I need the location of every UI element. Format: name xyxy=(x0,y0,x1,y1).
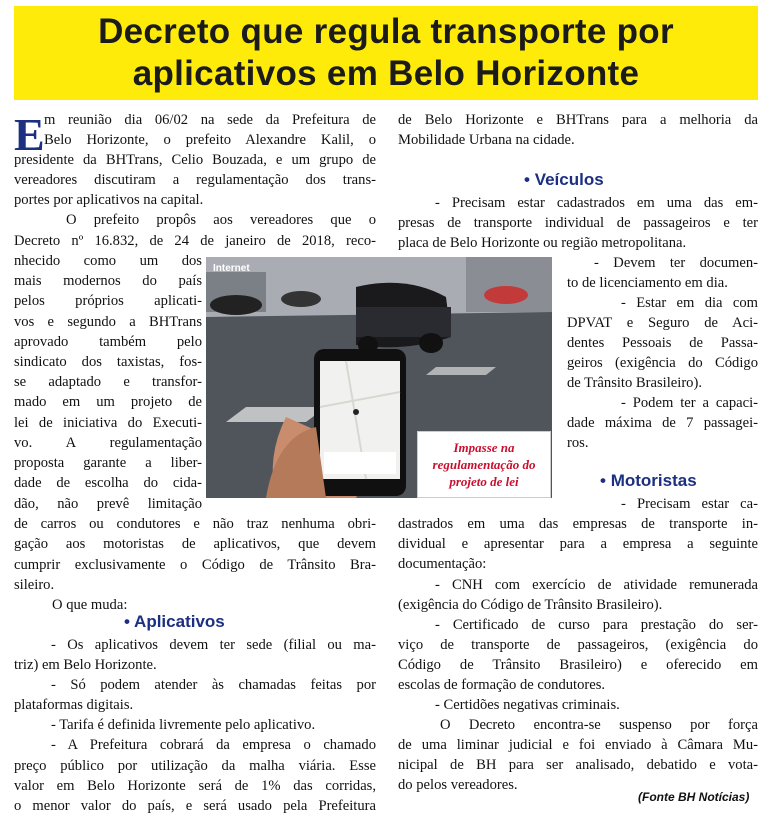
bullet-icon: • xyxy=(124,612,130,631)
body-line: - Os aplicativos devem ter sede (filial ou ma- xyxy=(51,637,376,653)
body-line: - Tarifa é definida livremente pelo aplicativo. xyxy=(51,717,316,733)
body-line: O Decreto encontra-se suspenso por força xyxy=(440,717,758,733)
photo-caption: Impasse na regulamentação do projeto de lei xyxy=(417,431,551,498)
body-line: viço de transporte de passageiros, (exigência do xyxy=(398,637,758,653)
body-line: proposta garante a liber- xyxy=(14,455,202,471)
body-line: dade de escolha do cida- xyxy=(14,475,202,491)
body-line: dentes Pessoais de Passa- xyxy=(567,335,758,351)
body-line: do pelos vereadores. xyxy=(398,777,518,793)
section-heading-aplicativos: • Aplicativos xyxy=(124,612,225,631)
body-line: DPVAT e Seguro de Aci- xyxy=(567,315,758,331)
photo-credit: Internet xyxy=(213,263,250,274)
body-line: Belo Horizonte, o prefeito Alexandre Kalil, o xyxy=(44,132,376,148)
body-line: geiros (exigência do Código xyxy=(567,355,758,371)
body-line: dão, não prevê limitação xyxy=(14,496,202,512)
body-line: O prefeito propôs aos vereadores que o xyxy=(66,212,376,228)
body-line: Decreto nº 16.832, de 24 de janeiro de 2018, reco- xyxy=(14,233,376,249)
body-line: preço público por utilização da malha viária. Esse xyxy=(14,758,376,774)
body-line: - A Prefeitura cobrará da empresa o chamado xyxy=(51,737,376,753)
body-line: nicipal de BH para ser analisado, debatido e vota- xyxy=(398,757,758,773)
body-line: triz) em Belo Horizonte. xyxy=(14,657,157,673)
body-line: - CNH com exercício de atividade remunerada xyxy=(435,577,758,593)
headline-banner xyxy=(14,6,758,100)
body-line: Código de Trânsito Brasileiro) e oferecido em xyxy=(398,657,758,673)
body-line: dividual e apresentar para a empresa a seguinte xyxy=(398,536,758,552)
body-line: aprovado também pelo xyxy=(14,334,202,350)
body-line: de Trânsito Brasileiro). xyxy=(567,375,702,391)
body-line: escolas de formação de condutores. xyxy=(398,677,606,693)
body-line: - Precisam estar cadastrados em uma das em- xyxy=(435,195,758,211)
body-line: Mobilidade Urbana na cidade. xyxy=(398,132,575,148)
body-line: nhecido como um dos xyxy=(14,253,202,269)
body-line: se adaptado e transfor- xyxy=(14,374,202,390)
body-line: - Certidões negativas criminais. xyxy=(435,697,620,713)
headline-line-2: aplicativos em Belo Horizonte xyxy=(132,54,640,93)
body-line: portes por aplicativos na capital. xyxy=(14,192,204,208)
body-line: presas de transporte individual de passageiros e ter xyxy=(398,215,758,231)
body-line: placa de Belo Horizonte ou região metropolitana. xyxy=(398,235,687,251)
body-line: - Precisam estar ca- xyxy=(621,496,758,512)
body-line: vereadores discutiram a regulamentação dos trans- xyxy=(14,172,376,188)
body-line: vo. A regulamentação xyxy=(14,435,202,451)
body-line: de Belo Horizonte e BHTrans para a melhoria da xyxy=(398,112,758,128)
body-line: (exigência do Código de Trânsito Brasileiro). xyxy=(398,597,663,613)
body-line: de carros ou condutores e não traz nenhuma obri- xyxy=(14,516,376,532)
bullet-icon: • xyxy=(600,471,606,490)
body-line: ros. xyxy=(567,435,589,451)
body-line: documentação: xyxy=(398,556,487,572)
body-line: dade máxima de 7 passagei- xyxy=(567,415,758,431)
body-line: dastrados em uma das empresas de transporte in- xyxy=(398,516,758,532)
body-line: pelos próprios aplicati- xyxy=(14,293,202,309)
section-heading-veiculos: • Veículos xyxy=(524,170,604,189)
body-line: - Certificado de curso para prestação do ser- xyxy=(435,617,758,633)
bullet-icon: • xyxy=(524,170,530,189)
body-line: lei de iniciativa do Executi- xyxy=(14,415,202,431)
headline-line-1: Decreto que regula transporte por xyxy=(98,12,674,51)
body-line: mais modernos do país xyxy=(14,273,202,289)
body-line: O que muda: xyxy=(52,597,128,613)
body-line: o menor valor do país, e será usado pela Prefeitura xyxy=(14,798,376,814)
body-line: valor em Belo Horizonte será de 1% das corridas, xyxy=(14,778,376,794)
body-line: de uma liminar judicial e foi enviado à Câmara Mu- xyxy=(398,737,758,753)
source-credit: (Fonte BH Notícias) xyxy=(638,790,750,804)
body-line: plataformas digitais. xyxy=(14,697,134,713)
body-line: - Devem ter documen- xyxy=(594,255,758,271)
body-line: - Podem ter a capaci- xyxy=(621,395,758,411)
body-line: - Só podem atender às chamadas feitas por xyxy=(51,677,376,693)
body-line: sindicato dos taxistas, fos- xyxy=(14,354,202,370)
body-line: - Estar em dia com xyxy=(621,295,758,311)
body-line: to de licenciamento em dia. xyxy=(567,275,728,291)
body-line: m reunião dia 06/02 na sede da Prefeitura de xyxy=(44,112,376,128)
body-line: sileiro. xyxy=(14,577,55,593)
drop-cap: E xyxy=(14,109,45,160)
section-heading-motoristas: • Motoristas xyxy=(600,471,697,490)
body-line: presidente da BHTrans, Celio Bouzada, e um grupo de xyxy=(14,152,376,168)
body-line: vos e segundo a BHTrans xyxy=(14,314,202,330)
body-line: gação aos motoristas de aplicativos, que devem xyxy=(14,536,376,552)
body-line: cumprir exclusivamente o Código de Trânsito Bra- xyxy=(14,557,376,573)
body-line: mado em um projeto de xyxy=(14,394,202,410)
